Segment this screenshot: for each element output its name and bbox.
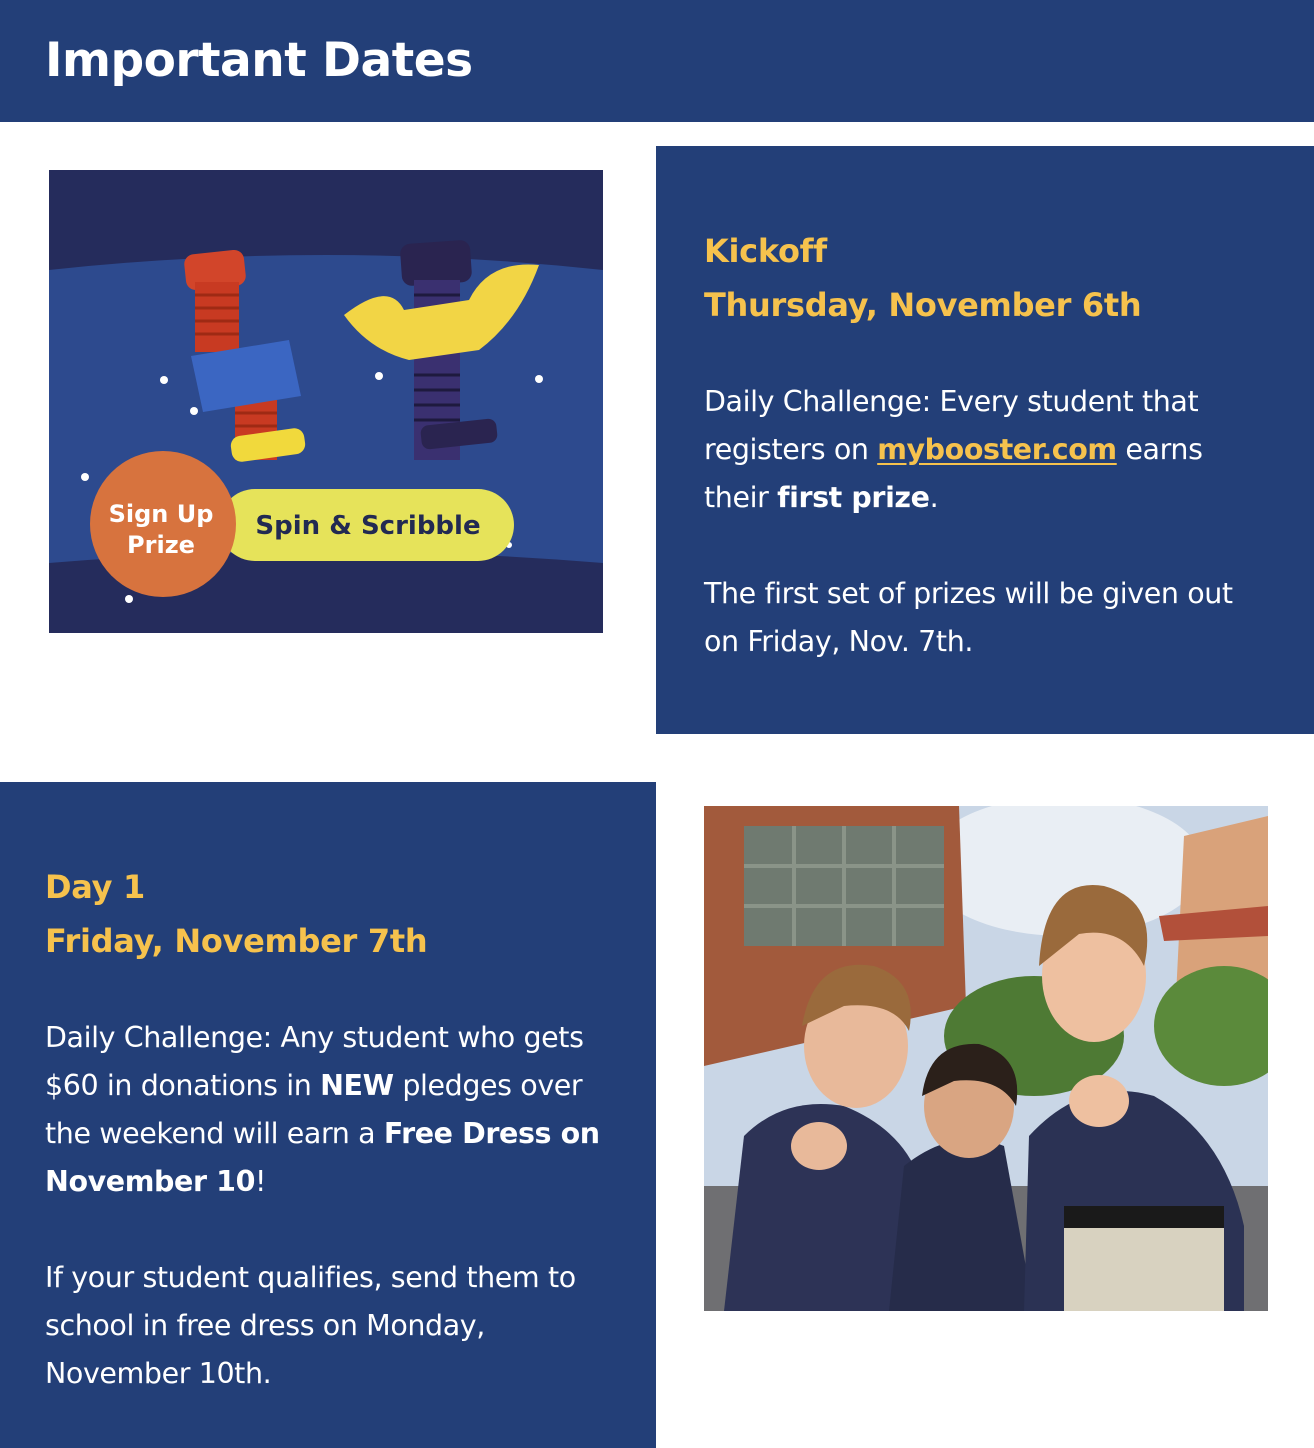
day1-panel — [0, 782, 656, 1448]
free-dress-emphasis: Free Dress on November 10 — [45, 1117, 600, 1198]
students-thumbs-up-photo — [704, 806, 1268, 1311]
kickoff-challenge — [704, 378, 1274, 522]
day1-label: Day 1 — [45, 868, 145, 906]
kickoff-label: Kickoff — [704, 232, 827, 270]
kickoff-date: Thursday, November 6th — [704, 286, 1142, 324]
kickoff-note: The first set of prizes will be given out on Friday, Nov. 7th. — [704, 577, 1233, 658]
day1-challenge-end: ! — [255, 1165, 267, 1198]
day1-challenge — [45, 1014, 616, 1206]
kickoff-challenge-text: Daily Challenge: Every student that registers on — [704, 385, 1199, 466]
sign-up-badge-line2: Prize — [127, 531, 195, 559]
day1-challenge-text: Daily Challenge: Any student who gets $60 in donations in — [45, 1021, 584, 1102]
page-title: Important Dates — [45, 33, 473, 88]
new-emphasis: NEW — [320, 1069, 394, 1102]
sign-up-prize-image — [49, 170, 603, 633]
kickoff-challenge-text-2: earns their — [704, 433, 1203, 514]
day1-date: Friday, November 7th — [45, 922, 428, 960]
important-dates-header — [0, 0, 1314, 122]
spin-scribble-pill-label: Spin & Scribble — [255, 511, 481, 541]
first-prize-emphasis: first prize — [777, 481, 930, 514]
day1-note: If your student qualifies, send them to school in free dress on Monday, November 10th. — [45, 1261, 576, 1390]
kickoff-challenge-end: . — [929, 481, 939, 514]
day1-challenge-text-2: pledges over the weekend will earn a — [45, 1069, 583, 1150]
mybooster-link[interactable]: mybooster.com — [877, 433, 1117, 466]
kickoff-panel — [656, 146, 1314, 734]
sign-up-badge-line1: Sign Up — [108, 500, 214, 528]
